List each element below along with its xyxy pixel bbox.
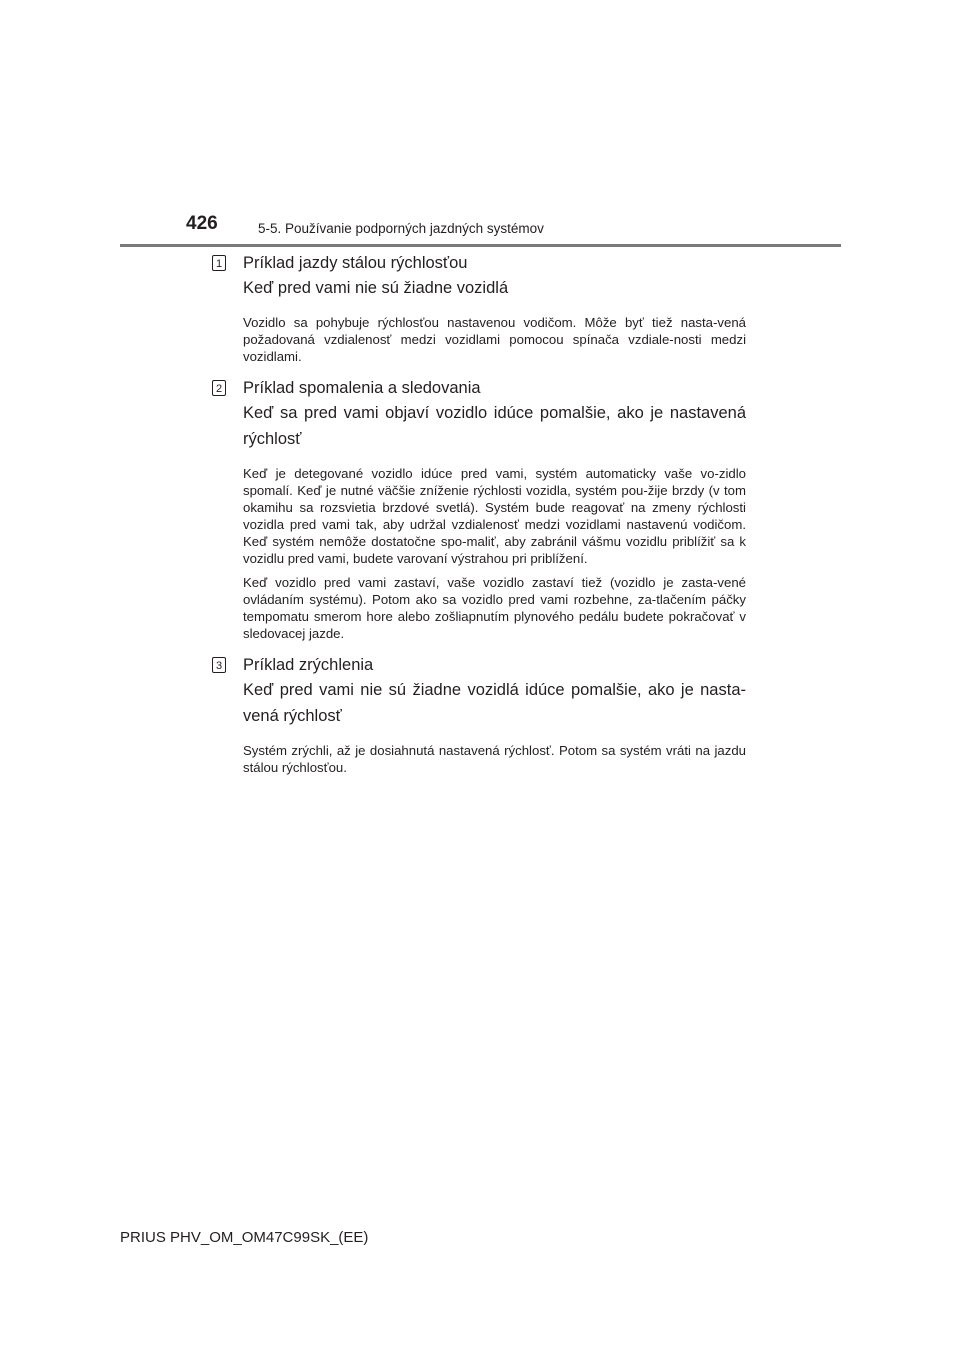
item-paragraph-3-1: Systém zrýchli, až je dosiahnutá nastavená rýchlosť. Potom sa systém vráti na jazdu stálou rýchlosťou. xyxy=(243,743,746,775)
section-header: 5-5. Používanie podporných jazdných systémov xyxy=(258,221,544,236)
item-title-3: Príklad zrýchlenia xyxy=(243,656,374,674)
footer-model-code: PRIUS PHV_OM_OM47C99SK_(EE) xyxy=(120,1229,369,1246)
example-item-1 xyxy=(212,252,746,365)
page-content xyxy=(212,252,746,776)
example-item-2 xyxy=(212,377,746,642)
step-number-badge-1: 1 xyxy=(212,255,226,271)
item-subtitle-3: Keď pred vami nie sú žiadne vozidlá idúce pomalšie, ako je nasta-vená rýchlosť xyxy=(243,681,746,725)
page-number: 426 xyxy=(186,213,218,234)
step-number-badge-2: 2 xyxy=(212,380,226,396)
item-title-2: Príklad spomalenia a sledovania xyxy=(243,379,481,397)
item-paragraph-2-2: Keď vozidlo pred vami zastaví, vaše vozidlo zastaví tiež (vozidlo je zasta-vené ovládaním systému). Potom ako sa vozidlo pred vami rozbehne, za-tlačením páčky tempomatu smerom hore alebo zošliapnutím plynového pedálu budete pokračovať v sledovacej jazde. xyxy=(243,575,746,641)
step-number-badge-3: 3 xyxy=(212,657,226,673)
item-paragraph-2-1: Keď je detegované vozidlo idúce pred vami, systém automaticky vaše vo-zidlo spomalí. Keď je nutné väčšie zníženie rýchlosti vozidla, systém pou-žije brzdy (v tom okamihu sa rozsvietia brzdové svetlá). Systém bude reagovať na zmeny rýchlosti vozidla pred vami tak, aby udržal vzdialenosť medzi vozidlami nastavenú vodičom. Keď systém nemôže dostatočne spo-maliť, aby zabránil vášmu vozidlu priblížiť sa k vozidlu pred vami, budete varovaní výstrahou pri priblížení. xyxy=(243,466,746,566)
example-item-3 xyxy=(212,654,746,776)
item-paragraph-1-1: Vozidlo sa pohybuje rýchlosťou nastavenou vodičom. Môže byť tiež nasta-vená požadovaná vzdialenosť medzi vozidlami pomocou spínača vzdiale-nosti medzi vozidlami. xyxy=(243,315,746,364)
item-subtitle-1: Keď pred vami nie sú žiadne vozidlá xyxy=(243,279,509,297)
header-divider xyxy=(120,244,841,247)
item-subtitle-2: Keď sa pred vami objaví vozidlo idúce pomalšie, ako je nastavená rýchlosť xyxy=(243,404,746,448)
item-title-1: Príklad jazdy stálou rýchlosťou xyxy=(243,254,468,272)
